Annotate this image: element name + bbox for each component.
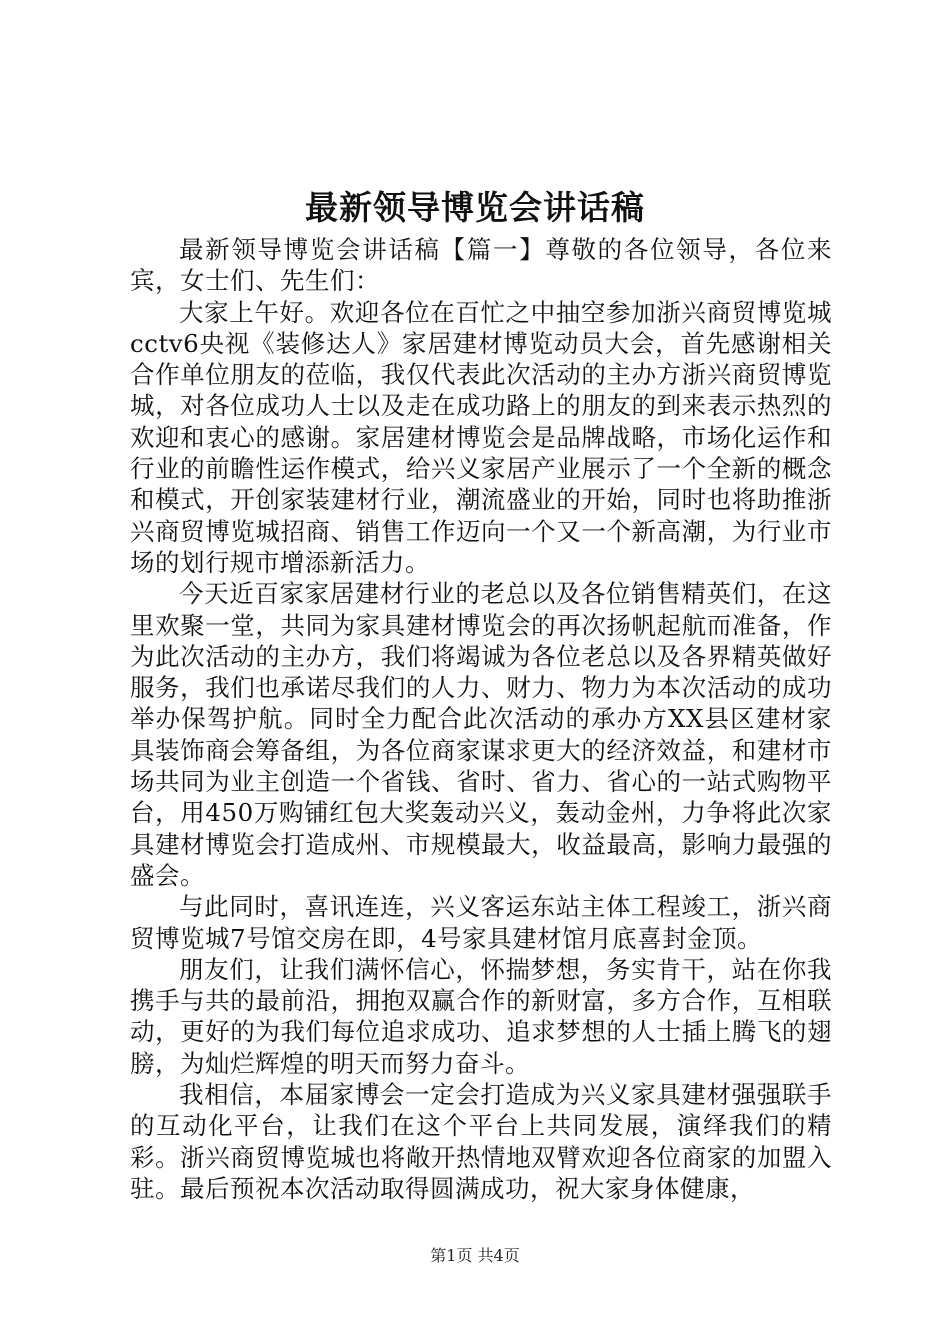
paragraph-2: 大家上午好。欢迎各位在百忙之中抽空参加浙兴商贸博览城cctv6央视《装修达人》家居建材博览动员大会，首先感谢相关合作单位朋友的莅临，我仅代表此次活动的主办方浙兴商贸博览城，对各位成功人士以及走在成功路上的朋友的到来表示热烈的欢迎和衷心的感谢。家居建材博览会是品牌战略，市场化运作和行业的前瞻性运作模式，给兴义家居产业展示了一个全新的概念和模式，开创家装建材行业，潮流盛业的开始，同时也将助推浙兴商贸博览城招商、销售工作迈向一个又一个新高潮，为行业市场的划行规市增添新活力。	[130, 297, 832, 577]
paragraph-6: 我相信，本届家博会一定会打造成为兴义家具建材强强联手的互动化平台，让我们在这个平台上共同发展，演绎我们的精彩。浙兴商贸博览城也将敞开热情地双臂欢迎各位商家的加盟入驻。最后预祝本次活动取得圆满成功，祝大家身体健康，	[130, 1080, 832, 1203]
document-title: 最新领导博览会讲话稿	[305, 188, 645, 227]
paragraph-5: 朋友们，让我们满怀信心，怀揣梦想，务实肯干，站在你我携手与共的最前沿，拥抱双赢合作的新财富，多方合作，互相联动，更好的为我们每位追求成功、追求梦想的人士插上腾飞的翅膀，为灿烂辉煌的明天而努力奋斗。	[130, 954, 832, 1078]
paragraph-3: 今天近百家家居建材行业的老总以及各位销售精英们，在这里欢聚一堂，共同为家具建材博览会的再次扬帆起航而准备，作为此次活动的主办方，我们将竭诚为各位老总以及各界精英做好服务，我们也承诺尽我们的人力、财力、物力为本次活动的成功举办保驾护航。同时全力配合此次活动的承办方XX县区建材家具装饰商会筹备组，为各位商家谋求更大的经济效益，和建材市场共同为业主创造一个省钱、省时、省力、省心的一站式购物平台，用450万购铺红包大奖轰动兴义，轰动金州，力争将此次家具建材博览会打造成州、市规模最大，收益最高，影响力最强的盛会。	[130, 579, 832, 890]
document-body	[130, 234, 832, 1204]
page-number-footer: 第1页 共4页	[430, 1246, 520, 1265]
paragraph-4: 与此同时，喜讯连连，兴义客运东站主体工程竣工，浙兴商贸博览城7号馆交房在即，4号家具建材馆月底喜封金顶。	[130, 892, 832, 953]
paragraph-1: 最新领导博览会讲话稿【篇一】尊敬的各位领导，各位来宾，女士们、先生们：	[130, 235, 832, 296]
